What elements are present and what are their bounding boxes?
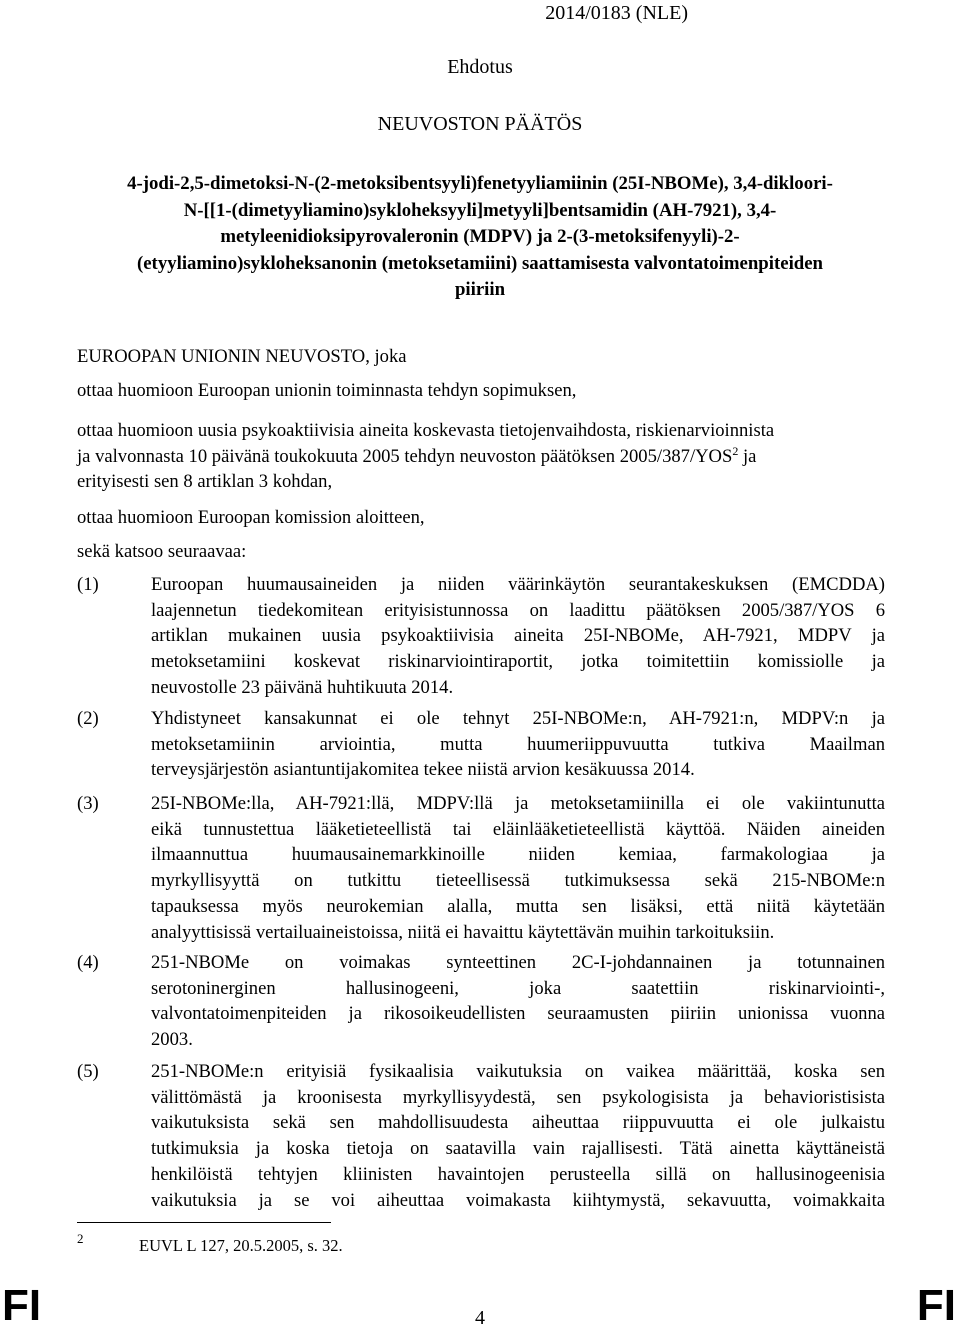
recital-number: (2) [77,708,99,729]
language-code-right: FI [916,1281,956,1330]
recital-line: 25I-NBOMe:lla, AH-7921:llä, MDPV:llä ja metoksetamiinilla ei ole vakiintunutta [151,793,885,814]
recital-line: tutkimuksia ja koska tietoja on saatavilla vain rajallisesti. Tätä ainetta käyttäneistä [151,1138,885,1160]
recital-text [151,706,885,783]
recital-number: (1) [77,574,99,595]
recital-line: välittömästä ja kroonisesta myrkyllisyydestä, sen psykologisista ja behavioristisista [151,1086,885,1108]
recital-line: ilmaannuttua huumausainemarkkinoille niiden kemiaa, farmakologiaa ja [151,844,885,866]
citation-line-text: ja valvonnasta 10 päivänä toukokuuta 2005 tehdyn neuvoston päätöksen 2005/387/YOS [77,445,733,467]
recital-number: (4) [77,952,99,973]
recital-line: vaikutuksista sekä sen mahdollisuudesta aiheuttaa riippuvuutta ei ole julkaistu [151,1112,885,1134]
recital-line: tapauksessa myös neurokemian alalla, mutta sen lisäksi, että niitä käytetään [151,895,885,917]
subject-line: metyleenidioksipyrovaleronin (MDPV) ja 2-(3-metoksifenyyli)-2- [220,226,740,247]
citation-line: ottaa huomioon uusia psykoaktiivisia aineita koskevasta tietojenvaihdosta, riskienarvioinnista [77,420,775,441]
subject-line: 4-jodi-2,5-dimetoksi-N-(2-metoksibentsyyli)fenetyyliamiinin (25I-NBOMe), 3,4-dikloori- [127,173,833,194]
recital-line: serotoninerginen hallusinogeeni, joka saatettiin riskinarviointi-, [151,977,885,999]
preamble-author: EUROOPAN UNIONIN NEUVOSTO, joka [77,346,407,367]
recital-line: myrkyllisyyttä on tutkittu tieteellisessä tutkimuksessa sekä 215-NBOMe:n [151,870,885,892]
recital-text [151,572,885,701]
recital-line: valvontatoimenpiteiden ja rikosoikeudellisten seuraamusten piiriin unionissa vuonna [151,1003,885,1025]
footnote-text: EUVL L 127, 20.5.2005, s. 32. [139,1236,343,1255]
recital-line: artiklan mukainen uusia psykoaktiivisia aineita 25I-NBOMe, AH-7921, MDPV ja [151,625,885,647]
document-subject [80,171,880,304]
recital-line: Euroopan huumausaineiden ja niiden väärinkäytön seurantakeskuksen (EMCDDA) [151,574,885,595]
footnote-separator [77,1222,331,1223]
subject-line: piiriin [454,279,506,300]
recital-number: (5) [77,1061,99,1082]
recital-number: (3) [77,793,99,814]
recital-text [151,950,885,1053]
subject-line: N-[[1-(dimetyyliamino)sykloheksyyli]metyyli]bentsamidin (AH-7921), 3,4- [183,199,777,221]
recital-line: henkilöistä tehtyjen kliinisten havaintojen perusteella sillä on hallusinogeenisia [151,1163,885,1185]
recital-line: 2003. [151,1029,193,1051]
recital-line: 251-NBOMe on voimakas synteettinen 2C-I-johdannainen ja totunnainen [151,952,885,973]
citation-line: erityisesti sen 8 artiklan 3 kohdan, [77,471,333,493]
subject-line: (etyyliamino)sykloheksanonin (metoksetamiini) saattamisesta valvontatoimenpiteiden [136,252,824,274]
citation-line-tail: ja [738,445,757,467]
recital-line: vaikutuksia ja se voi aiheuttaa voimakasta kiihtymystä, sekavuutta, voimakkaita [151,1189,885,1211]
recital-line: Yhdistyneet kansakunnat ei ole tehnyt 25I-NBOMe:n, AH-7921:n, MDPV:n ja [151,708,885,729]
preamble-citation-initiative: ottaa huomioon Euroopan komission aloitteen, [77,507,425,528]
document-kind: Ehdotus [447,56,513,78]
preamble-citation-treaty: ottaa huomioon Euroopan unionin toiminnasta tehdyn sopimuksen, [77,380,577,401]
preamble-citation-decision [77,418,885,495]
recital-line: terveysjärjestön asiantuntijakomitea tekee niistä arvion kesäkuussa 2014. [151,759,695,781]
recital-text [151,791,885,945]
footnote-mark: 2 [77,1231,84,1246]
recital-line: eikä tunnustettua lääketieteellistä tai eläinlääketieteellistä käyttöä. Näiden aineiden [151,818,885,840]
recital-line: 251-NBOMe:n erityisiä fysikaalisia vaikutuksia on vaikea määrittää, koska sen [151,1061,885,1082]
document-heading: NEUVOSTON PÄÄTÖS [377,113,583,135]
preamble-whereas-intro: sekä katsoo seuraavaa: [77,541,247,562]
recital-line: neuvostolle 23 päivänä huhtikuuta 2014. [151,676,454,698]
footnote-reference: 2 [732,443,739,458]
language-code-left: FI [2,1281,42,1330]
recital-line: laajennetun tiedekomitean erityisistunnossa on laadittu päätöksen 2005/387/YOS 6 [151,599,885,621]
citation-line [77,444,885,470]
page-number: 4 [475,1307,485,1329]
document-reference: 2014/0183 (NLE) [545,2,688,24]
recital-text [151,1059,885,1213]
recital-line: metoksetamiinin arviointia, mutta huumeriippuvuutta tutkiva Maailman [151,733,885,755]
recital-line: analyyttisissä vertailuaineistoissa, niitä ei havaittu käytettävän muihin tarkoituksiin. [151,921,775,943]
recital-line: metoksetamiini koskevat riskinarviointiraportit, jotka toimitettiin komissiolle ja [151,651,885,673]
